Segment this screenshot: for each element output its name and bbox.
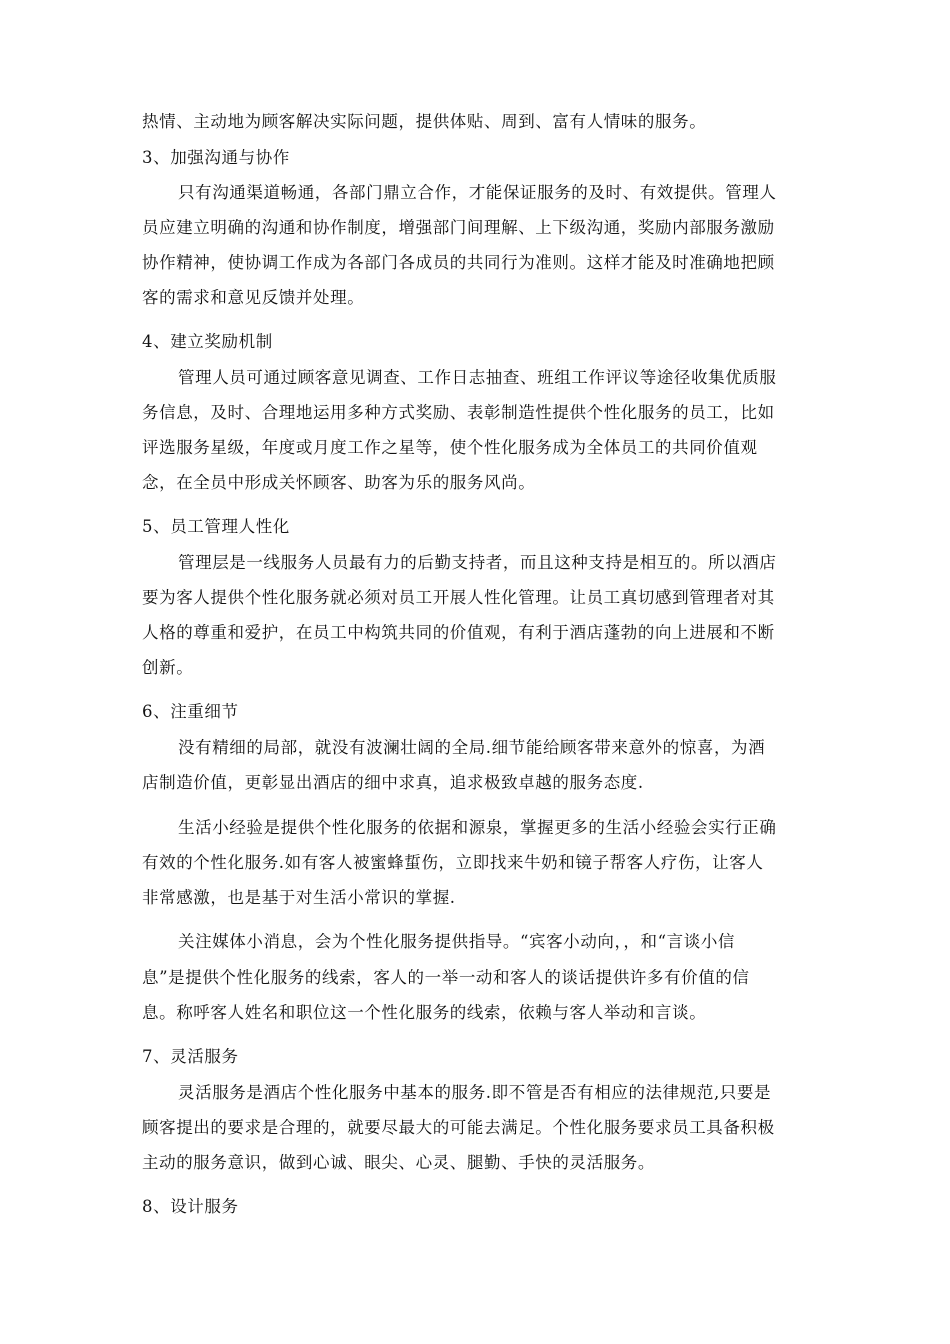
paragraph-line: 主动的服务意识，做到心诚、眼尖、心灵、腿勤、手快的灵活服务。 <box>142 1153 655 1172</box>
paragraph-line: 灵活服务是酒店个性化服务中基本的服务.即不管是否有相应的法律规范,只要是 <box>178 1083 772 1102</box>
paragraph-line: 顾客提出的要求是合理的，就要尽最大的可能去满足。个性化服务要求员工具备积极 <box>142 1118 775 1137</box>
section-heading: 8、设计服务 <box>142 1197 239 1216</box>
paragraph-line: 生活小经验是提供个性化服务的依据和源泉，掌握更多的生活小经验会实行正确 <box>178 818 777 837</box>
paragraph-line: 念，在全员中形成关怀顾客、助客为乐的服务风尚。 <box>142 473 536 492</box>
section-heading: 6、注重细节 <box>142 702 239 721</box>
paragraph-line: 客的需求和意见反馈并处理。 <box>142 288 365 307</box>
section-heading: 3、加强沟通与协作 <box>142 148 290 167</box>
paragraph-line: 没有精细的局部，就没有波澜壮阔的全局.细节能给顾客带来意外的惊喜，为酒 <box>178 738 766 757</box>
paragraph-line: 管理人员可通过顾客意见调查、工作日志抽查、班组工作评议等途径收集优质服 <box>178 368 777 387</box>
paragraph-line: 息。称呼客人姓名和职位这一个性化服务的线索，依赖与客人举动和言谈。 <box>142 1003 707 1022</box>
paragraph-line: 有效的个性化服务.如有客人被蜜蜂蜇伤，立即找来牛奶和镜子帮客人疗伤，让客人 <box>142 853 764 872</box>
paragraph-line: 评选服务星级，年度或月度工作之星等，使个性化服务成为全体员工的共同价值观 <box>142 438 758 457</box>
paragraph-line: 只有沟通渠道畅通，各部门鼎立合作，才能保证服务的及时、有效提供。管理人 <box>178 183 777 202</box>
section-heading: 5、员工管理人性化 <box>142 517 290 536</box>
section-heading: 4、建立奖励机制 <box>142 332 273 351</box>
paragraph-line: 人格的尊重和爱护，在员工中构筑共同的价值观，有利于酒店蓬勃的向上进展和不断 <box>142 623 775 642</box>
paragraph-line: 息”是提供个性化服务的线索，客人的一举一动和客人的谈话提供许多有价值的信 <box>142 968 750 987</box>
paragraph-line: 务信息，及时、合理地运用多种方式奖励、表彰制造性提供个性化服务的员工，比如 <box>142 403 775 422</box>
paragraph-line: 创新。 <box>142 658 194 677</box>
paragraph-line: 协作精神，使协调工作成为各部门各成员的共同行为准则。这样才能及时准确地把顾 <box>142 253 775 272</box>
paragraph-line: 管理层是一线服务人员最有力的后勤支持者，而且这种支持是相互的。所以酒店 <box>178 553 777 572</box>
paragraph-line: 热情、主动地为顾客解决实际问题，提供体贴、周到、富有人情味的服务。 <box>142 112 707 131</box>
paragraph-line: 非常感激，也是基于对生活小常识的掌握. <box>142 888 456 907</box>
paragraph-line: 要为客人提供个性化服务就必须对员工开展人性化管理。让员工真切感到管理者对其 <box>142 588 775 607</box>
paragraph-line: 员应建立明确的沟通和协作制度，增强部门间理解、上下级沟通，奖励内部服务激励 <box>142 218 775 237</box>
section-heading: 7、灵活服务 <box>142 1047 239 1066</box>
paragraph-line: 关注媒体小消息，会为个性化服务提供指导。“宾客小动向，，和“言谈小信 <box>178 932 736 951</box>
paragraph-line: 店制造价值，更彰显出酒店的细中求真，追求极致卓越的服务态度. <box>142 773 644 792</box>
